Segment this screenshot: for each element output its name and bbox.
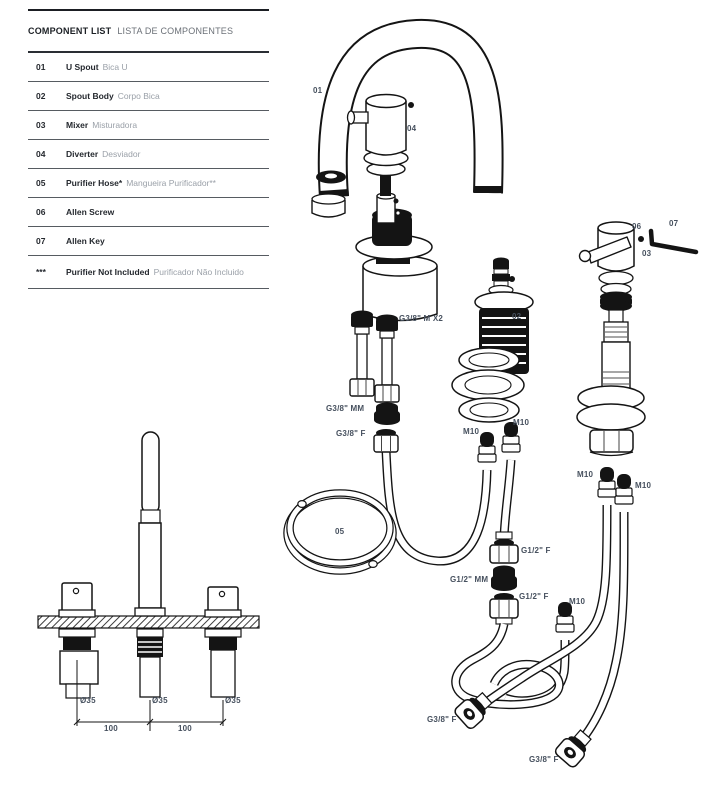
component-list-title-pt: LISTA DE COMPONENTES [117,26,234,36]
exploded-diagram [280,0,710,800]
allen-key-drawing [651,231,696,252]
countertop-section [38,616,259,628]
label-part-02: 02 [512,312,522,321]
label-m10-center-right: M10 [513,418,530,427]
label-spacing-left: 100 [104,724,118,733]
label-g38-mm: G3/8" MM [326,404,365,413]
spout-body-drawing [452,258,533,423]
mixer-drawing [577,222,696,456]
list-item: 07 Allen Key [28,227,269,256]
list-item: 03 Mixer Misturadora [28,111,269,140]
list-item: 06 Allen Screw [28,198,269,227]
label-g38-f-upper: G3/8" F [336,429,366,438]
label-g38-f-bottom-right: G3/8" F [529,755,559,764]
list-item: 05 Purifier Hose* Mangueira Purificador** [28,169,269,198]
label-diameter-right: Ø35 [225,696,241,705]
label-diameter-center: Ø35 [152,696,168,705]
label-part-06: 06 [632,222,642,231]
label-m10-right-left: M10 [577,470,594,479]
label-g12-f-top: G1/2" F [521,546,551,555]
left-handle-front-view [59,583,98,698]
g12-fittings-drawing [490,532,518,624]
component-list-header [28,11,269,53]
spout-front-view [135,432,165,697]
label-part-07: 07 [669,219,679,228]
label-g38-m-x2: G3/8" M X2 [399,314,444,323]
right-handle-front-view [205,587,241,697]
label-part-03: 03 [642,249,652,258]
installation-dimension-drawing [20,420,280,765]
list-item: 01 U Spout Bica U [28,53,269,82]
label-part-01: 01 [313,86,323,95]
label-diameter-left: Ø35 [80,696,96,705]
label-g12-mm: G1/2" MM [450,575,489,584]
list-item: 04 Diverter Desviador [28,140,269,169]
label-m10-right-right: M10 [635,481,652,490]
diverter-drawing [348,95,438,321]
label-g12-f-bottom: G1/2" F [519,592,549,601]
label-g38-f-bottom-left: G3/8" F [427,715,457,724]
list-item-note: *** Purifier Not Included Purificador Não Incluido [28,256,269,289]
label-part-05: 05 [335,527,345,536]
label-m10-center-left: M10 [463,427,480,436]
list-item: 02 Spout Body Corpo Bica [28,82,269,111]
hose-m10-g12f-drawing [502,422,520,538]
allen-screw-drawing [638,236,644,242]
label-m10-mid: M10 [569,597,586,606]
label-part-04: 04 [407,124,417,133]
label-spacing-right: 100 [178,724,192,733]
component-list [28,9,269,289]
component-list-title-en: COMPONENT LIST [28,26,112,36]
